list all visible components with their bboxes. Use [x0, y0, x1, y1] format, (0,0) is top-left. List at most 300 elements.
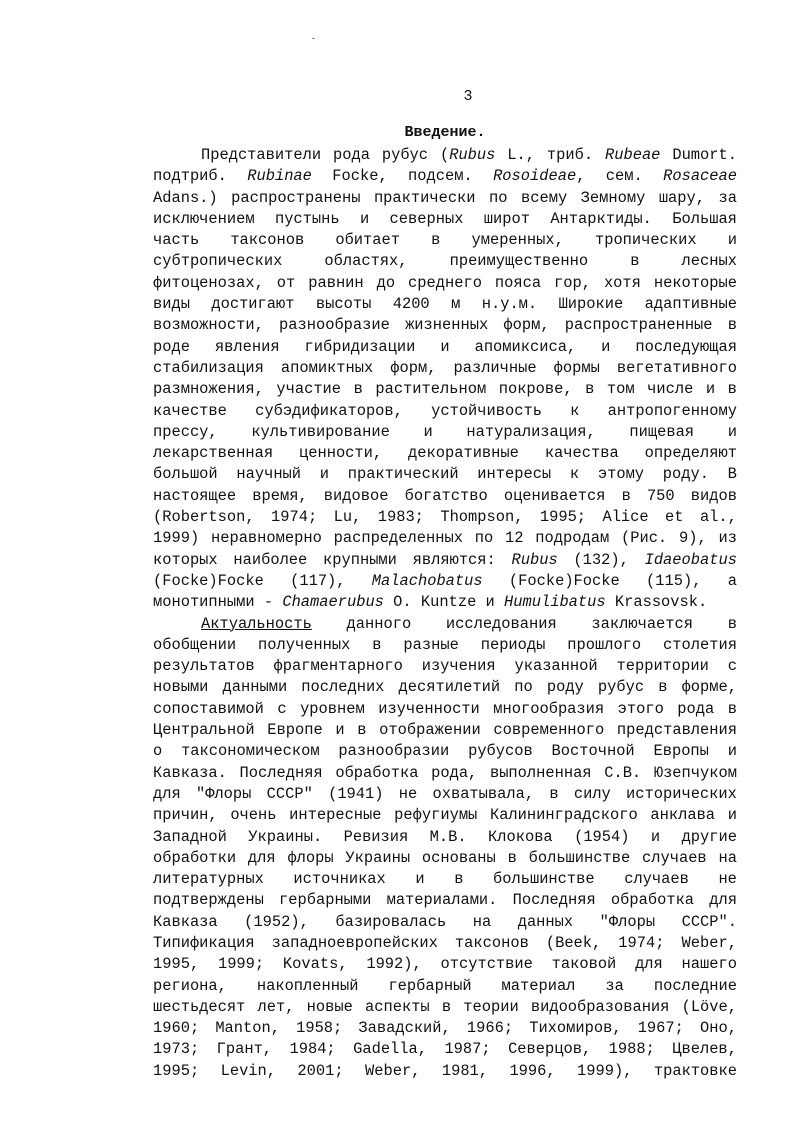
- text-line: [153, 273, 737, 294]
- word: определяют: [644, 444, 737, 463]
- word: и: [650, 827, 661, 846]
- word: форме,: [681, 678, 737, 697]
- word: Weber,: [681, 933, 737, 952]
- word: м: [451, 295, 461, 314]
- word: Gadella,: [353, 1040, 427, 1059]
- word: рода: [332, 146, 370, 164]
- text-line: [153, 294, 737, 315]
- word: указанной: [514, 657, 598, 676]
- word: Тихомиров,: [529, 1019, 622, 1038]
- word: 1984;: [289, 1040, 336, 1059]
- word: практически: [373, 188, 476, 207]
- text-line: [153, 1061, 737, 1082]
- word: различные: [453, 358, 537, 377]
- word: для: [247, 848, 276, 867]
- text-line: [153, 592, 737, 613]
- word: Rubeae: [605, 146, 661, 164]
- word: пищевая: [629, 422, 695, 441]
- word: монотипными: [153, 593, 255, 612]
- word: в: [727, 614, 737, 633]
- word: et: [665, 508, 684, 527]
- word: литературных: [153, 870, 264, 889]
- word: Оно,: [700, 1019, 737, 1038]
- word: 1999): [153, 529, 200, 548]
- word: трактовке: [653, 1061, 737, 1080]
- word: по: [489, 188, 508, 207]
- word: Большая: [672, 209, 737, 228]
- word: большой: [153, 465, 218, 484]
- word: материалами.: [386, 891, 498, 910]
- word: базировалась: [335, 912, 447, 931]
- word: (1954): [574, 827, 630, 846]
- text-line: [153, 145, 737, 166]
- word: "Флоры: [195, 784, 252, 803]
- word: Kuntze: [420, 593, 477, 612]
- word: среднего: [408, 273, 482, 292]
- word: прошлого: [567, 635, 642, 654]
- word: по: [514, 678, 533, 697]
- word: умеренных,: [471, 231, 564, 250]
- word: на: [718, 848, 737, 867]
- word: пояса: [494, 273, 542, 292]
- word: десятилетий: [398, 678, 501, 697]
- word: накопленный: [256, 976, 359, 995]
- text-line: [153, 528, 737, 549]
- word: апомиктных: [280, 358, 374, 377]
- word: и: [727, 422, 737, 441]
- word: таковой: [551, 955, 617, 974]
- word: региона,: [153, 976, 227, 995]
- word: Центральной: [153, 721, 255, 740]
- word: о: [153, 742, 163, 761]
- word: (Рис.: [620, 529, 668, 548]
- word: изучения: [421, 657, 496, 676]
- word: обработки: [153, 848, 237, 867]
- text-line: [153, 827, 737, 848]
- text-line: [153, 188, 737, 209]
- word: равнин: [308, 273, 364, 292]
- word: СССР": [266, 784, 313, 803]
- word: в: [727, 316, 737, 335]
- section-title: Введение.: [404, 124, 486, 141]
- word: лекарственная: [153, 444, 274, 463]
- word: обработка: [610, 891, 695, 910]
- word: многообразия: [493, 699, 605, 718]
- word: подтриб.: [153, 167, 227, 186]
- word: данными: [222, 678, 288, 697]
- word: основаны: [421, 848, 496, 867]
- word: и: [319, 465, 329, 484]
- text-line: [153, 933, 737, 954]
- text-line: [153, 422, 737, 443]
- word: 1974;: [618, 933, 665, 952]
- word: Dumort.: [672, 146, 737, 164]
- word: видообразования: [530, 997, 670, 1016]
- word: качества: [544, 444, 619, 463]
- word: и: [705, 380, 716, 399]
- text-line: [153, 251, 737, 272]
- word: таксономическом: [181, 742, 320, 761]
- word: шестьдесят: [153, 997, 246, 1016]
- word: за: [718, 188, 737, 207]
- word: результатов: [153, 657, 255, 676]
- word: флоры: [287, 848, 334, 867]
- word: СССР".: [681, 912, 737, 931]
- word: рубус: [381, 146, 429, 164]
- word: тропических: [594, 231, 697, 250]
- text-line: [153, 401, 737, 422]
- word: к: [569, 465, 580, 484]
- text-line: [153, 720, 737, 741]
- word: апомиксиса,: [474, 337, 577, 356]
- word: теории: [463, 997, 519, 1016]
- text-line: [153, 486, 737, 507]
- word: столетия: [663, 635, 737, 654]
- word: широт: [483, 209, 530, 228]
- text-line: [153, 784, 737, 805]
- text-line: [153, 571, 737, 592]
- text-line: [153, 890, 737, 911]
- word: оценивается: [503, 486, 606, 505]
- word: Кавказа.: [153, 763, 227, 782]
- word: гербарными: [279, 891, 372, 910]
- word: Актуальность: [201, 614, 312, 633]
- word: натурализация,: [466, 422, 596, 441]
- word: исторических: [626, 784, 737, 803]
- text-line: [153, 677, 737, 698]
- word: всему: [521, 188, 568, 207]
- text-line: [153, 230, 737, 251]
- word: аспекты: [365, 997, 430, 1016]
- text-line: [153, 763, 737, 784]
- word: для: [709, 891, 737, 910]
- word: 4200: [392, 295, 430, 314]
- word: представления: [616, 721, 737, 740]
- text-line: [153, 848, 737, 869]
- word: а: [727, 571, 737, 590]
- word: отсутствие: [440, 955, 533, 974]
- word: устойчивость: [431, 401, 542, 420]
- word: исключением: [153, 209, 255, 228]
- word: исследования: [445, 614, 557, 633]
- word: и: [335, 721, 345, 740]
- word: Калининградского: [489, 806, 638, 825]
- text-line: [153, 337, 737, 358]
- text-line: [153, 805, 737, 826]
- word: для: [153, 784, 181, 803]
- word: (Focke)Focke: [153, 571, 264, 590]
- word: крупными: [323, 550, 397, 569]
- text-line: [153, 358, 737, 379]
- word: в: [621, 486, 631, 505]
- word: источниках: [293, 870, 386, 889]
- body-text: [153, 145, 737, 1082]
- word: прессу,: [153, 422, 218, 441]
- word: (Löve,: [681, 997, 737, 1016]
- word: силу: [573, 784, 611, 803]
- word: охватывала,: [432, 784, 535, 803]
- word: возможности,: [153, 316, 264, 335]
- word: областях,: [324, 252, 408, 271]
- word: Idaeobatus: [644, 550, 737, 569]
- word: покрове,: [498, 380, 573, 399]
- word: и: [727, 806, 737, 825]
- word: в: [431, 231, 441, 250]
- word: нашего: [681, 955, 737, 974]
- word: 1995,: [153, 955, 200, 974]
- text-line: [153, 315, 737, 336]
- word: виды: [153, 295, 190, 314]
- text-line: [153, 912, 737, 933]
- word: Ревизия: [343, 827, 409, 846]
- word: данных: [517, 912, 574, 931]
- word: Humulibatus: [504, 593, 606, 612]
- word: с: [277, 699, 287, 718]
- text-line: [153, 507, 737, 528]
- word: видовое: [323, 486, 389, 505]
- word: Levin,: [220, 1061, 277, 1080]
- text-line: [153, 656, 737, 677]
- word: Клокова: [488, 827, 553, 846]
- word: стабилизация: [153, 358, 264, 377]
- word: видов: [690, 486, 737, 505]
- text-line: [153, 550, 737, 571]
- word: подтверждены: [153, 891, 264, 910]
- word: последние: [653, 976, 737, 995]
- word: рубусов: [468, 742, 533, 761]
- word: 1992),: [366, 955, 422, 974]
- word: 1981,: [441, 1061, 489, 1080]
- word: В: [727, 465, 737, 484]
- word: подсем.: [408, 167, 473, 186]
- word: рода,: [431, 763, 478, 782]
- word: лесных: [681, 252, 737, 271]
- word: в: [357, 721, 367, 740]
- word: последних: [301, 678, 385, 697]
- word: 1999),: [577, 1061, 633, 1080]
- word: (117),: [290, 571, 346, 590]
- text-line: [153, 699, 737, 720]
- word: Украины: [345, 848, 411, 867]
- word: 1995;: [539, 508, 587, 527]
- word: научный: [236, 465, 302, 484]
- word: ценности,: [299, 444, 383, 463]
- word: Chamaerubus: [282, 593, 384, 612]
- word: в: [549, 784, 559, 803]
- word: Rubus: [511, 550, 558, 569]
- word: Восточной: [551, 742, 635, 761]
- word: этому: [597, 465, 645, 484]
- word: Malachobatus: [371, 571, 483, 590]
- word: фрагментарного: [273, 657, 403, 676]
- word: современного: [493, 721, 605, 740]
- word: том: [606, 380, 635, 399]
- word: выполненная: [489, 763, 592, 782]
- word: 12: [505, 529, 524, 548]
- word: изученности: [378, 699, 480, 718]
- word: интересы: [477, 465, 552, 484]
- word: наиболее: [233, 550, 308, 569]
- word: которых: [153, 550, 218, 569]
- word: 9),: [678, 529, 707, 548]
- word: в: [630, 252, 640, 271]
- word: al.,: [699, 508, 737, 527]
- word: обобщении: [153, 635, 237, 654]
- word: Цвелев,: [672, 1040, 737, 1059]
- scan-artifact: [312, 38, 315, 39]
- word: Rubinae: [247, 167, 312, 186]
- word: (1941): [328, 784, 384, 803]
- text-line: [153, 869, 737, 890]
- word: (Focke)Focke: [508, 571, 620, 590]
- word: до: [376, 273, 396, 292]
- word: другие: [681, 827, 737, 846]
- word: рефугиумы: [394, 806, 478, 825]
- word: (132),: [573, 550, 629, 569]
- word: явления: [214, 337, 280, 356]
- word: 1983;: [377, 508, 424, 527]
- word: 1999;: [217, 955, 265, 974]
- word: полученных: [258, 635, 351, 654]
- word: большинстве: [493, 870, 595, 889]
- word: 1958;: [296, 1019, 343, 1038]
- word: растительном: [375, 380, 487, 399]
- word: 1988;: [608, 1040, 655, 1059]
- word: в: [727, 380, 737, 399]
- word: большинстве: [528, 848, 631, 867]
- word: западноевропейских: [271, 933, 438, 952]
- word: Alice: [602, 508, 649, 527]
- word: 1960;: [153, 1019, 200, 1038]
- word: 1996,: [509, 1061, 556, 1080]
- word: и: [727, 742, 737, 761]
- word: настоящее: [153, 486, 237, 505]
- word: часть: [153, 231, 200, 250]
- word: субэдификаторов,: [255, 401, 403, 420]
- word: вегетативного: [616, 358, 737, 377]
- word: по: [474, 529, 494, 548]
- word: форм,: [390, 358, 437, 377]
- word: жизненных: [405, 316, 489, 335]
- word: Юзепчуком: [653, 763, 737, 782]
- word: гор,: [554, 273, 591, 292]
- text-line: [153, 1039, 737, 1060]
- word: случаев: [642, 848, 707, 867]
- word: в: [727, 699, 737, 718]
- word: из: [718, 529, 737, 548]
- word: "Флоры: [599, 912, 656, 931]
- word: уровнем: [300, 699, 365, 718]
- word: O.: [393, 593, 412, 612]
- word: этого: [617, 699, 664, 718]
- word: числе: [647, 380, 694, 399]
- word: отображении: [379, 721, 481, 740]
- word: неравномерно: [210, 529, 322, 548]
- word: Европе: [267, 721, 323, 740]
- word: триб.: [546, 146, 594, 164]
- text-line: [153, 379, 737, 400]
- word: -: [263, 593, 274, 612]
- word: формы: [553, 358, 600, 377]
- word: от: [276, 273, 296, 292]
- word: новыми: [153, 678, 209, 697]
- word: (Beek,: [545, 933, 602, 952]
- word: богатство: [404, 486, 488, 505]
- word: Rosaceae: [663, 167, 737, 186]
- word: и: [423, 422, 433, 441]
- text-line: [153, 209, 737, 230]
- word: Kovats,: [282, 955, 348, 974]
- word: Thompson,: [440, 508, 524, 527]
- word: Последняя: [239, 763, 323, 782]
- page-number: 3: [463, 88, 473, 105]
- word: в: [372, 635, 382, 654]
- word: сопоставимой: [153, 699, 264, 718]
- word: 1973;: [153, 1040, 200, 1059]
- word: адаптивные: [644, 295, 737, 314]
- text-line: [153, 614, 737, 635]
- word: Weber,: [365, 1061, 421, 1080]
- word: (115),: [646, 571, 702, 590]
- word: и: [601, 337, 611, 356]
- text-line: [153, 976, 737, 997]
- word: очень: [230, 806, 277, 825]
- text-line: [153, 464, 737, 485]
- word: 1967;: [637, 1019, 684, 1038]
- word: распространены: [231, 188, 361, 207]
- word: Krassovsk.: [614, 593, 708, 612]
- word: лет,: [257, 997, 295, 1016]
- word: за: [605, 976, 624, 995]
- text-line: [153, 443, 737, 464]
- word: и: [440, 337, 450, 356]
- word: на: [472, 912, 492, 931]
- word: к: [570, 401, 580, 420]
- word: Lu,: [333, 508, 362, 527]
- word: Антарктиды.: [550, 209, 652, 228]
- word: роде: [153, 337, 190, 356]
- word: и: [415, 870, 425, 889]
- word: время,: [252, 486, 308, 505]
- word: новые: [306, 997, 353, 1016]
- word: не: [398, 784, 418, 803]
- word: шару,: [658, 188, 705, 207]
- word: н.у.м.: [481, 295, 538, 314]
- word: хотя: [603, 273, 641, 292]
- word: М.В.: [429, 827, 467, 846]
- word: Manton,: [215, 1019, 280, 1038]
- text-line: [153, 997, 737, 1018]
- word: качестве: [153, 401, 227, 420]
- text-line: [153, 954, 737, 975]
- word: Западной: [153, 827, 227, 846]
- word: не: [718, 870, 737, 889]
- word: Кавказа: [153, 912, 218, 931]
- word: Земному: [580, 188, 646, 207]
- word: данного: [346, 614, 412, 633]
- word: Широкие: [558, 295, 624, 314]
- word: в: [658, 678, 668, 697]
- text-line: [153, 635, 737, 656]
- word: некоторые: [653, 273, 737, 292]
- word: разные: [403, 635, 459, 654]
- word: Adans.): [153, 188, 218, 207]
- word: 2001;: [297, 1061, 344, 1080]
- word: Северцов,: [508, 1040, 592, 1059]
- word: фитоценозах,: [153, 273, 264, 292]
- word: и: [359, 209, 370, 228]
- word: распространенные: [564, 316, 713, 335]
